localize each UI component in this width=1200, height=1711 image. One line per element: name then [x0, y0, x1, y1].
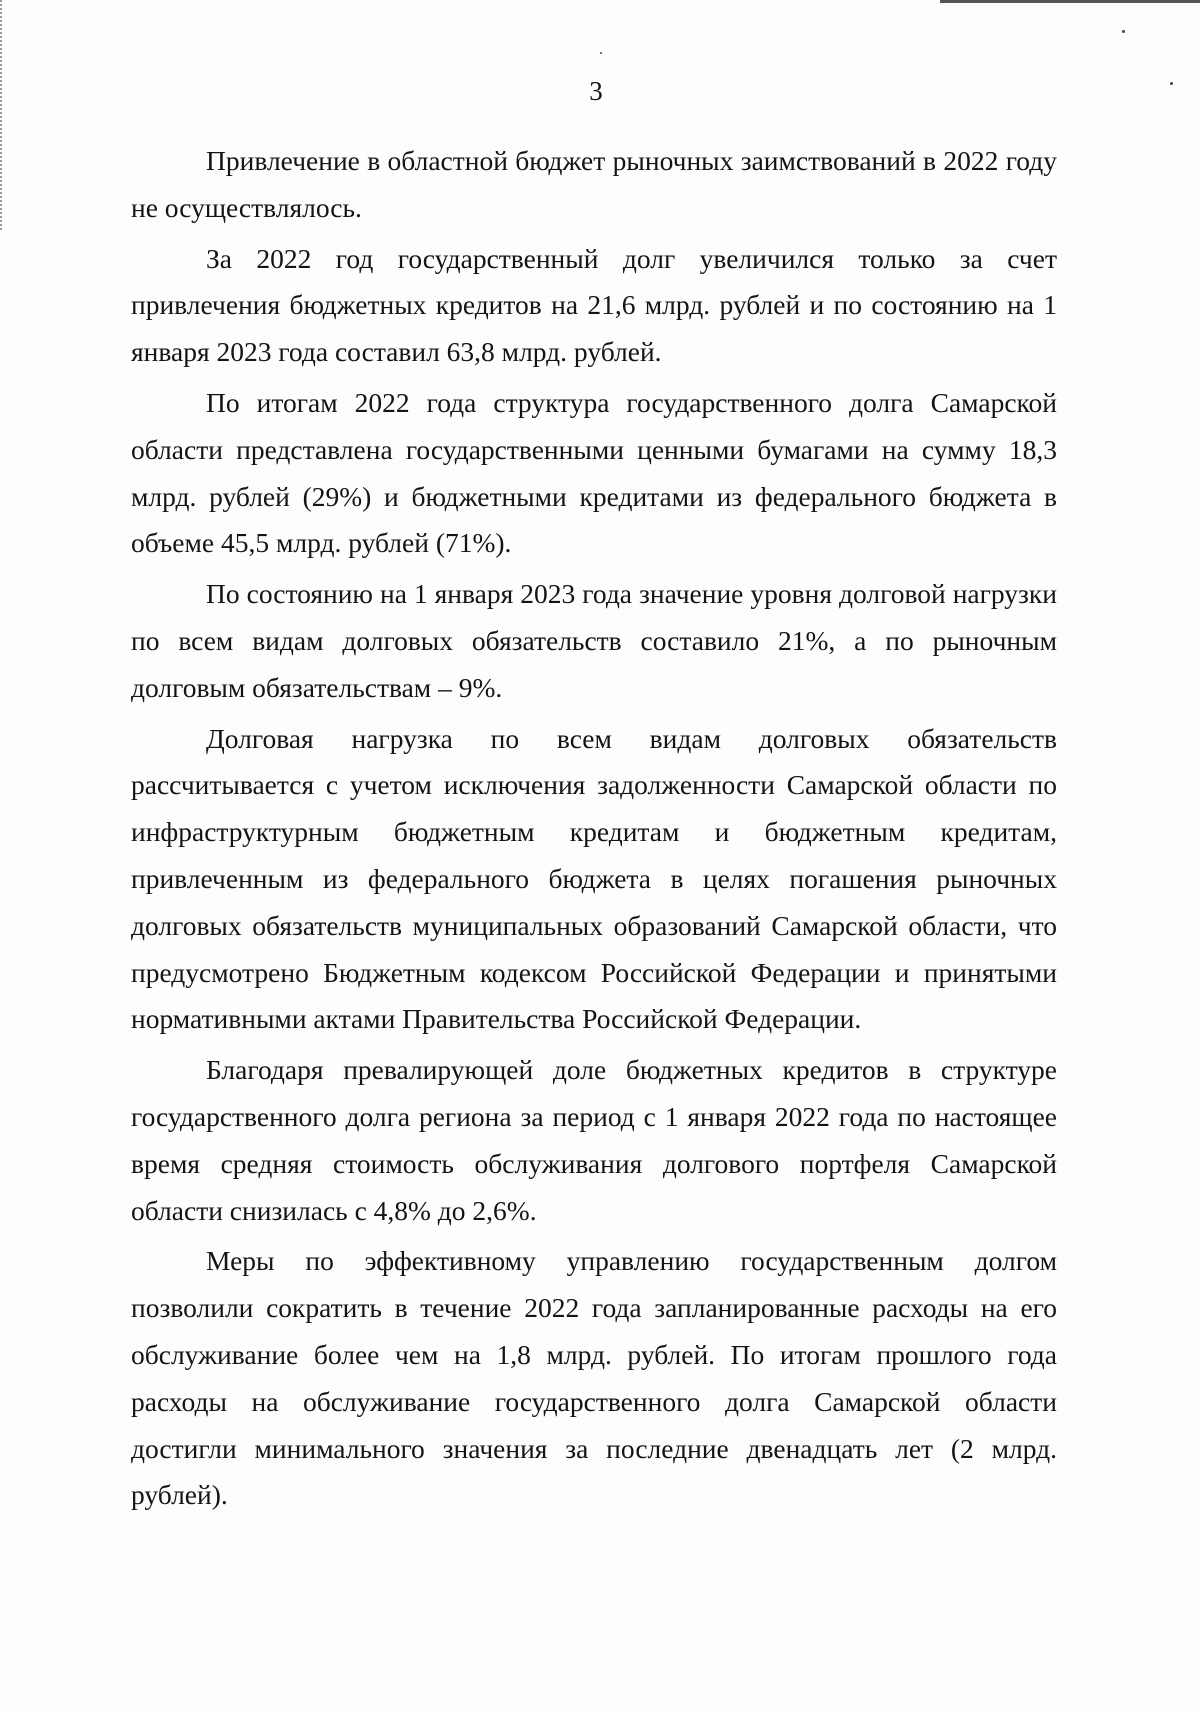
paragraph-market-borrowings: Привлечение в областной бюджет рыночных заимствований в 2022 году не осуществлялось.	[131, 145, 1057, 223]
paragraph-debt-structure: По итогам 2022 года структура государственного долга Самарской области представлена государственными ценными бумагами на сумму 18,3 млрд. рублей (29%) и бюджетными кредитами из федерального бюджета в объеме 45,5 млрд. рублей (71%).	[131, 386, 1057, 559]
paragraph-debt-increase: За 2022 год государственный долг увеличился только за счет привлечения бюджетных кредитов на 21,6 млрд. рублей и по состоянию на 1 января 2023 года составил 63,8 млрд. рублей.	[131, 242, 1057, 368]
page-number: 3	[589, 76, 603, 106]
document-body	[131, 138, 1057, 1523]
paragraph-servicing-cost: Благодаря превалирующей доле бюджетных кредитов в структуре государственного долга региона за период с 1 января 2022 года по настоящее время средняя стоимость обслуживания долгового портфеля Самарской области снизилась с 4,8% до 2,6%.	[131, 1054, 1057, 1226]
scan-edge-line	[940, 0, 1200, 3]
paragraph-debt-load-level: По состоянию на 1 января 2023 года значение уровня долговой нагрузки по всем видам долговых обязательств составило 21%, а по рыночным долговым обязательствам – 9%.	[131, 578, 1057, 703]
scan-speck	[600, 52, 602, 54]
scan-left-edge	[0, 0, 4, 230]
scan-speck	[1122, 30, 1125, 33]
paragraph-debt-management-measures: Меры по эффективному управлению государственным долгом позволили сократить в течение 2022 года запланированные расходы на его обслуживание более чем на 1,8 млрд. рублей. По итогам прошлого года расходы на обслуживание государственного долга Самарской области достигли минимального значения за последние двенадцать лет (2 млрд. рублей).	[131, 1245, 1057, 1511]
paragraph-debt-load-calculation: Долговая нагрузка по всем видам долговых обязательств рассчитывается с учетом исключения задолженности Самарской области по инфраструктурным бюджетным кредитам и бюджетным кредитам, привлеченным из федерального бюджета в целях погашения рыночных долговых обязательств муниципальных образований Самарской области, что предусмотрено Бюджетным кодексом Российской Федерации и принятыми нормативными актами Правительства Российской Федерации.	[131, 722, 1057, 1035]
